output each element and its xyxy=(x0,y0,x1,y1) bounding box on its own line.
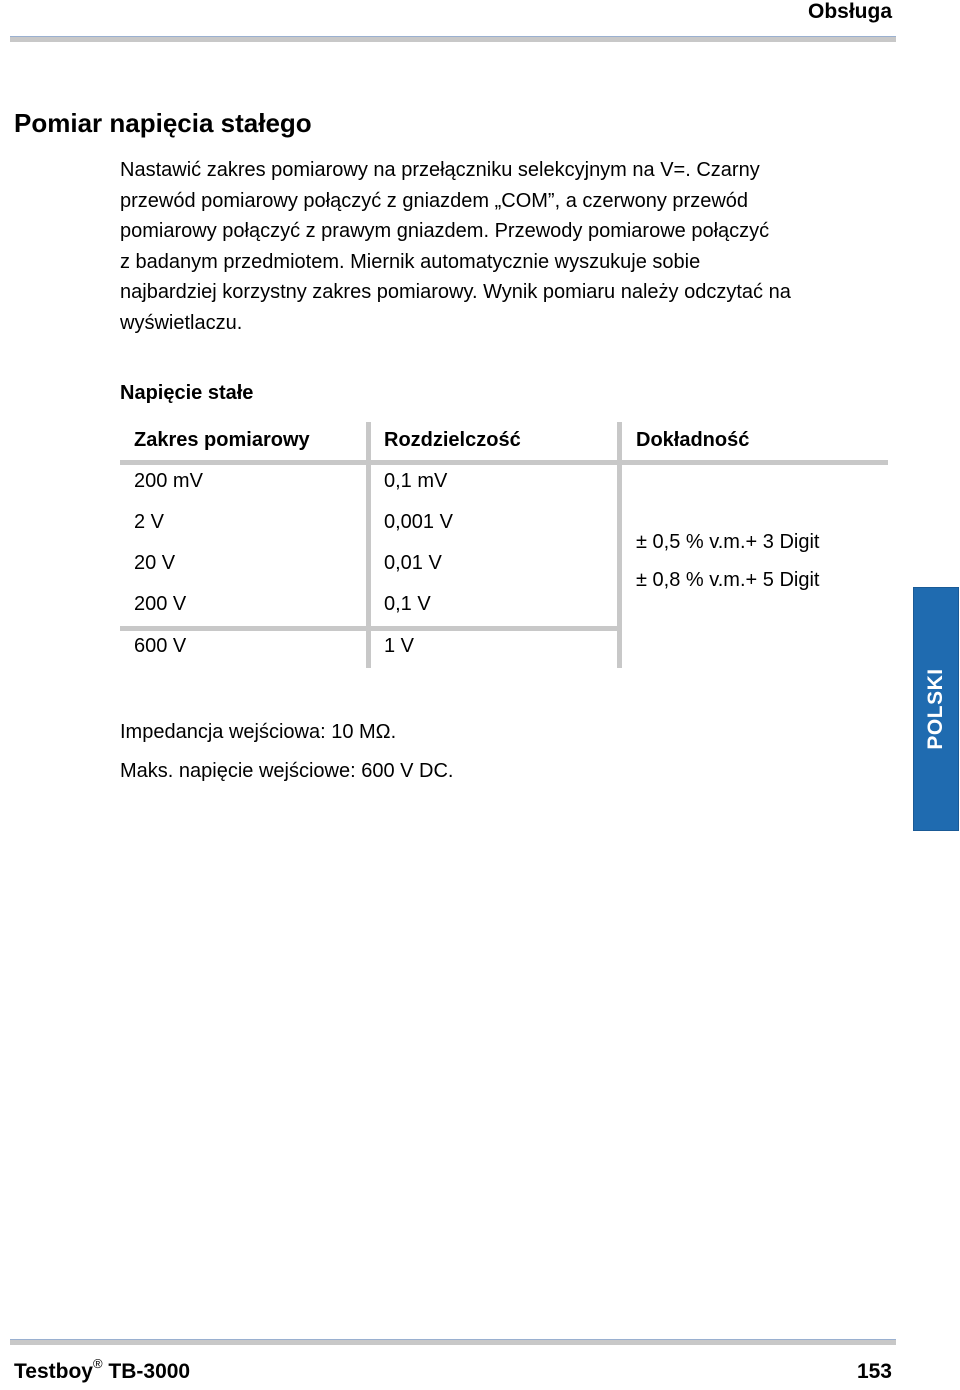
table-cell-resolution: 0,1 V xyxy=(384,593,431,615)
intro-line: z badanym przedmiotem. Miernik automatycznie wyszukuje sobie xyxy=(120,250,701,273)
intro-line: najbardziej korzystny zakres pomiarowy. Wynik pomiaru należy odczytać na xyxy=(120,281,791,303)
column-header-resolution: Rozdzielczość xyxy=(384,429,521,451)
header-row-divider xyxy=(120,460,888,465)
max-voltage-note: Maks. napięcie wejściowe: 600 V DC. xyxy=(120,760,454,782)
column-header-accuracy: Dokładność xyxy=(636,429,750,451)
column-divider xyxy=(617,422,622,668)
language-tab-label: POLSKI xyxy=(924,668,947,750)
specification-notes xyxy=(120,713,453,791)
table-cell-resolution: 0,01 V xyxy=(384,552,442,574)
section-header: Obsługa xyxy=(807,0,892,23)
table-cell-accuracy: ± 0,5 % v.m.+ 3 Digit xyxy=(636,531,820,553)
column-divider xyxy=(366,422,371,668)
column-header-range: Zakres pomiarowy xyxy=(134,429,310,451)
table-cell-range: 200 V xyxy=(134,593,187,615)
table-cell-range: 600 V xyxy=(134,635,187,657)
table-caption: Napięcie stałe xyxy=(120,382,254,404)
table-cell-range: 200 mV xyxy=(134,470,203,492)
intro-line: Nastawić zakres pomiarowy na przełączniku selekcyjnym na V=. Czarny xyxy=(120,159,760,181)
header-divider xyxy=(10,36,896,42)
model-name: TB-3000 xyxy=(108,1360,191,1383)
footer-brand xyxy=(14,1356,191,1384)
table-cell-resolution: 0,001 V xyxy=(384,511,453,533)
input-impedance-note: Impedancja wejściowa: 10 MΩ. xyxy=(120,721,397,743)
page-number: 153 xyxy=(856,1360,892,1383)
table-cell-resolution: 1 V xyxy=(384,635,415,657)
intro-line: przewód pomiarowy połączyć z gniazdem „COM”, a czerwony przewód xyxy=(120,189,749,212)
footer-divider xyxy=(10,1339,896,1345)
registered-mark: ® xyxy=(92,1356,103,1371)
table-cell-accuracy: ± 0,8 % v.m.+ 5 Digit xyxy=(636,569,820,591)
table-cell-resolution: 0,1 mV xyxy=(384,470,448,492)
intro-line: wyświetlaczu. xyxy=(120,311,243,334)
language-tab xyxy=(913,587,959,831)
row-divider xyxy=(120,626,617,631)
intro-paragraph xyxy=(120,155,890,338)
table-cell-range: 2 V xyxy=(134,511,165,533)
brand-name: Testboy xyxy=(14,1360,93,1383)
spec-table xyxy=(120,422,890,670)
table-cell-range: 20 V xyxy=(134,552,176,574)
page-title: Pomiar napięcia stałego xyxy=(14,108,312,138)
intro-line: pomiarowy połączyć z prawym gniazdem. Przewody pomiarowe połączyć xyxy=(120,220,770,242)
